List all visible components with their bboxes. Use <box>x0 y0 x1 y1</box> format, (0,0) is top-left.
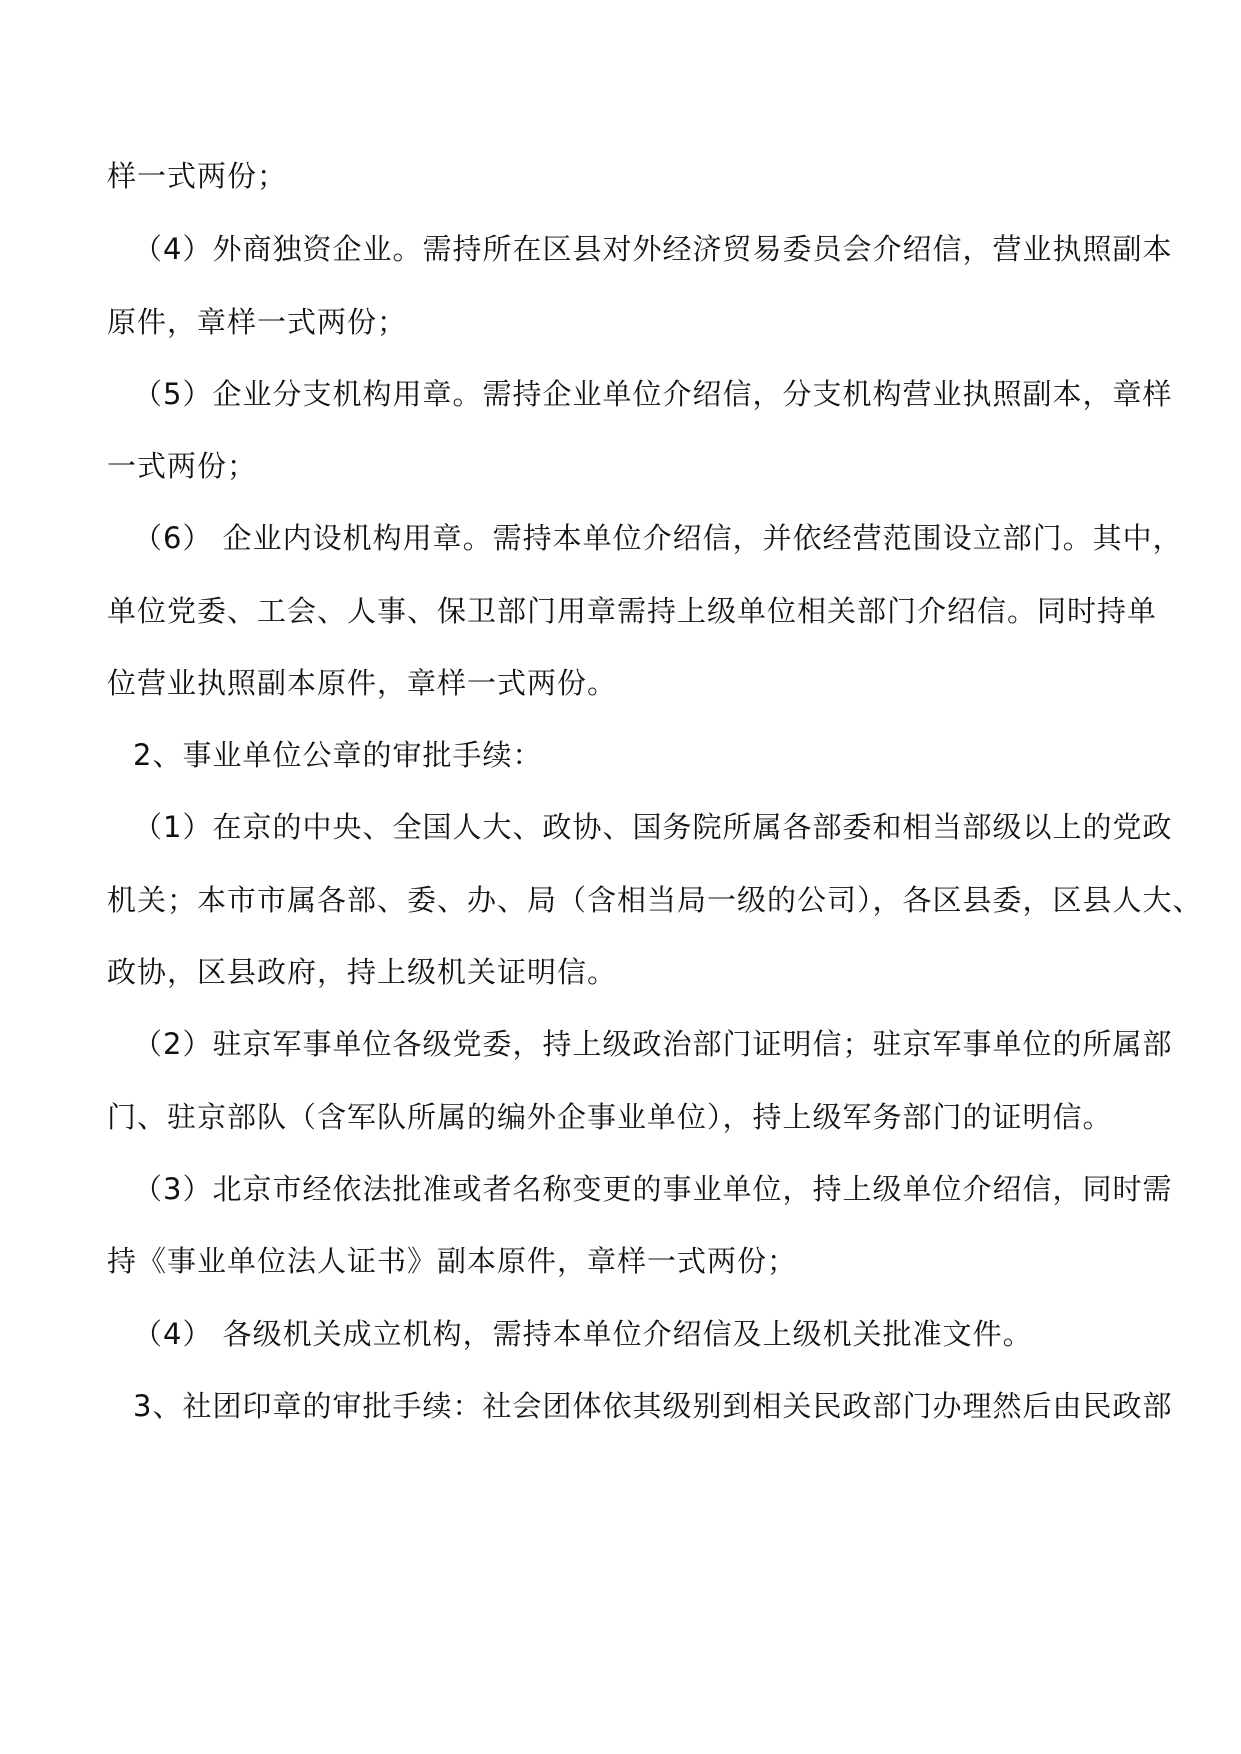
section-heading: 2、事业单位公章的审批手续： <box>133 738 543 772</box>
section-heading: 3、社团印章的审批手续：社会团体依其级别到相关民政部门办理然后由民政部 <box>133 1389 1173 1423</box>
text-line: 一式两份； <box>107 449 258 483</box>
text-line: 样一式两份； <box>107 159 288 193</box>
text-line: 政协，区县政府，持上级机关证明信。 <box>107 955 618 989</box>
text-line: （3）北京市经依法批准或者名称变更的事业单位，持上级单位介绍信，同时需 <box>133 1172 1173 1206</box>
text-line: （6） 企业内设机构用章。需持本单位介绍信，并依经营范围设立部门。其中， <box>133 521 1183 555</box>
text-line: 机关；本市市属各部、委、办、局（含相当局一级的公司），各区县委，区县人大、 <box>107 883 1203 917</box>
text-line: （4）外商独资企业。需持所在区县对外经济贸易委员会介绍信，营业执照副本 <box>133 232 1173 266</box>
text-line: （4） 各级机关成立机构，需持本单位介绍信及上级机关批准文件。 <box>133 1317 1033 1351</box>
text-line: 门、驻京部队（含军队所属的编外企事业单位），持上级军务部门的证明信。 <box>107 1100 1113 1134</box>
text-line: 持《事业单位法人证书》副本原件，章样一式两份； <box>107 1244 798 1278</box>
text-line: （5）企业分支机构用章。需持企业单位介绍信，分支机构营业执照副本，章样 <box>133 377 1173 411</box>
text-line: 位营业执照副本原件，章样一式两份。 <box>107 666 618 700</box>
text-line: （2）驻京军事单位各级党委，持上级政治部门证明信；驻京军事单位的所属部 <box>133 1027 1173 1061</box>
text-line: 原件，章样一式两份； <box>107 305 408 339</box>
text-line: 单位党委、工会、人事、保卫部门用章需持上级单位相关部门介绍信。同时持单 <box>107 594 1158 628</box>
text-line: （1）在京的中央、全国人大、政协、国务院所属各部委和相当部级以上的党政 <box>133 810 1173 844</box>
